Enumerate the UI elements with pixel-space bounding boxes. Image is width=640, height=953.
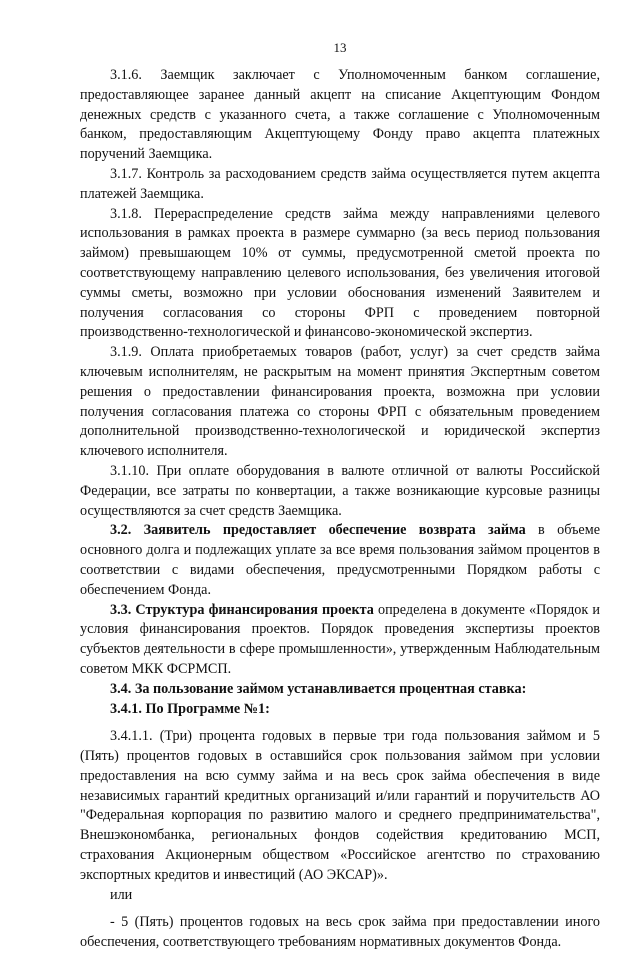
paragraph-3-2-text: в объеме основного долга и подлежащих уплате за все время пользования займом процентов в соответствии с видами обеспечения, предусмотренными Порядком работы с обеспечением Фонда. [80, 522, 600, 598]
paragraph-3-1-9: 3.1.9. Оплата приобретаемых товаров (работ, услуг) за счет средств займа ключевым исполнителям, не раскрытым на момент принятия Экспертным советом решения о предоставлении финансирования проекта, возможна при условии получения согласования платежа со стороны ФРП с обязательным проведением дополнительной производственно-технологической и юридической экспертиз ключевого исполнителя. [80, 344, 600, 460]
paragraph-3-1-10: 3.1.10. При оплате оборудования в валюте отличной от валюты Российской Федерации, все затраты по конвертации, а также возникающие курсовые разницы осуществляются за счет средств Заемщика. [80, 462, 600, 519]
page-number: 13 [333, 40, 347, 55]
paragraph-3-3-text: определена в документе «Порядок и условия финансирования проектов. Порядок проведения экспертизы проектов субъектов деятельности в сфере промышленности», утвержденным Наблюдательным советом МКК ФСРМСП. [80, 601, 600, 677]
paragraph-3-4: 3.4. За пользование займом устанавливается процентная ставка: [110, 680, 527, 697]
paragraph-3-1-8: 3.1.8. Перераспределение средств займа между направлениями целевого использования в рамках проекта в размере суммарно (за весь период пользования займом) превышающем 10% от суммы, предусмотренной сметой проекта по соответствующему направлению целевого использования, без увеличения итоговой суммы сметы, возможно при условии обоснования изменений Заявителем и получения согласования со стороны ФРП с проведением повторной производственно-технологической и финансово-экономической экспертиз. [80, 205, 600, 341]
paragraph-3-2 [80, 521, 600, 600]
paragraph-3-1-7: 3.1.7. Контроль за расходованием средств займа осуществляется путем акцепта платежей Заемщика. [80, 165, 600, 202]
paragraph-or: или [110, 886, 133, 903]
paragraph-3-4-1: 3.4.1. По Программе №1: [110, 700, 270, 717]
paragraph-3-3 [80, 601, 600, 680]
paragraph-3-1-6: 3.1.6. Заемщик заключает с Уполномоченным банком соглашение, предоставляющее заранее данный акцепт на списание Акцептующим Фондом денежных средств с указанного счета, а также соглашение с Уполномоченным банком, предоставляющим Акцептующему Фонду право акцепта платежных поручений Заемщика. [80, 67, 600, 163]
paragraph-3-4-1-1: 3.4.1.1. (Три) процента годовых в первые три года пользования займом и 5 (Пять) процентов годовых в оставшийся срок пользования займом при условии предоставления на всю сумму займа и на весь срок займа обеспечения в виде независимых гарантий кредитных организаций и/или гарантий и поручительств АО "Федеральная корпорация по развитию малого и среднего предпринимательства", Внешэкономбанка, региональных фондов содействия кредитованию МСП, страхования Акционерным обществом «Российское агентство по страхованию экспортных кредитов и инвестиций (АО ЭКСАР)». [80, 728, 600, 883]
paragraph-3-3-heading: 3.3. Структура финансирования проекта [110, 601, 374, 618]
paragraph-last: - 5 (Пять) процентов годовых на весь срок займа при предоставлении иного обеспечения, соответствующего требованиям нормативных документов Фонда. [80, 914, 600, 951]
paragraph-3-2-heading: 3.2. Заявитель предоставляет обеспечение возврата займа [110, 522, 526, 539]
